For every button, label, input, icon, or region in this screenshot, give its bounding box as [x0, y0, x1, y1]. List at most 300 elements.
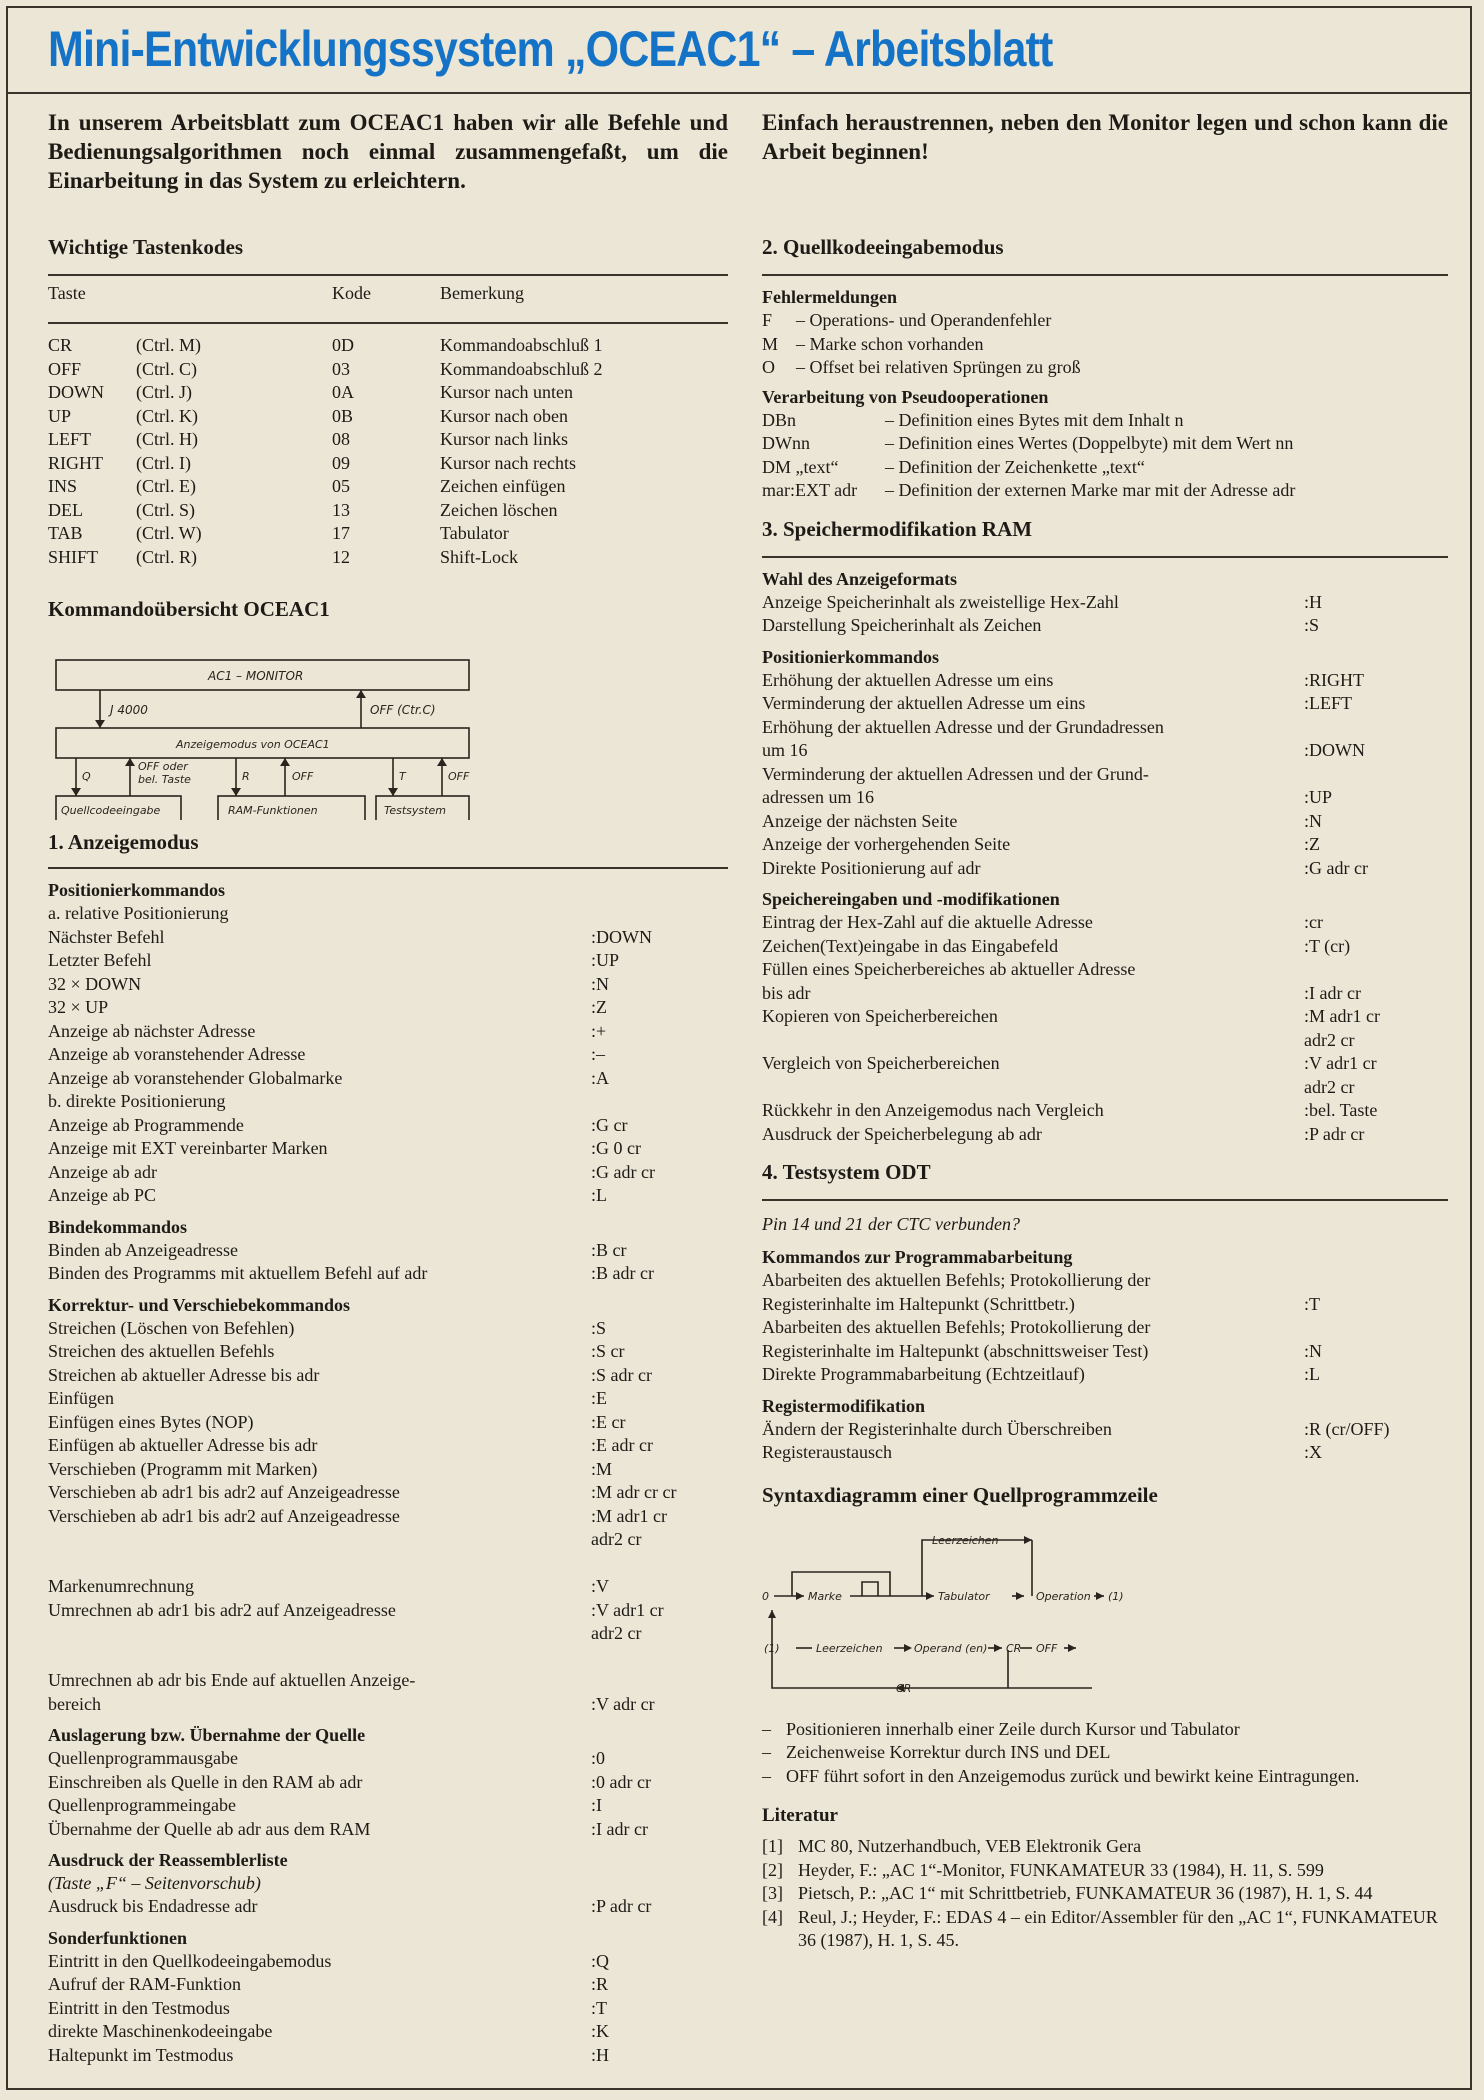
key-cell-ctrl: (Ctrl. E)	[136, 476, 196, 496]
command-row	[48, 1505, 728, 1529]
command-code: adr2 cr	[591, 1529, 642, 1549]
command-row	[48, 973, 728, 997]
table-row	[48, 358, 728, 382]
pseudo-op: DM „text“	[762, 456, 839, 477]
table-row	[48, 522, 728, 546]
command-code: :T	[591, 1997, 607, 2018]
command-description: Registerinhalte im Haltepunkt (abschnittsweiser Test)	[762, 1340, 1149, 1361]
command-row	[762, 591, 1448, 615]
command-description: Streichen ab aktueller Adresse bis adr	[48, 1364, 320, 1385]
command-code: :N	[1304, 810, 1322, 831]
command-description: Darstellung Speicherinhalt als Zeichen	[762, 615, 1042, 635]
group-title: Ausdruck der Reassemblerliste	[48, 1850, 288, 1870]
table-row	[48, 334, 728, 358]
key-cell-key: DOWN	[48, 382, 104, 402]
command-row	[762, 1316, 1448, 1340]
quellkode-heading: 2. Quellkodeeingabemodus	[762, 235, 1448, 276]
command-description: Quellenprogrammausgabe	[48, 1748, 238, 1768]
key-cell-code: 09	[332, 452, 350, 473]
fehler-title: Fehlermeldungen	[762, 287, 897, 307]
key-cell-ctrl: (Ctrl. C)	[136, 358, 197, 379]
diagram-offctrc-label: OFF (Ctr.C)	[370, 703, 436, 717]
kommandouebersicht-heading: Kommandoübersicht OCEAC1	[48, 597, 330, 621]
command-row	[48, 1340, 728, 1364]
literature-text: Pietsch, P.: „AC 1“ mit Schrittbetrieb, FUNKAMATEUR 36 (1987), H. 1, S. 44	[798, 1883, 1373, 1903]
command-code: :L	[1304, 1364, 1320, 1384]
key-cell-code: 0D	[332, 335, 354, 355]
key-cell-note: Shift-Lock	[440, 546, 518, 567]
command-row	[762, 1441, 1448, 1465]
intro-left: In unserem Arbeitsblatt zum OCEAC1 haben wir alle Befehle und Bedienungsalgorithmen noch einmal zusammengefaßt, um die Einarbeitung in das System zu erleichtern.	[48, 110, 728, 193]
command-description: Direkte Positionierung auf adr	[762, 857, 981, 878]
key-cell-code: 17	[332, 523, 350, 543]
key-cell-ctrl: (Ctrl. J)	[136, 382, 192, 402]
command-description: Aufruf der RAM-Funktion	[48, 1974, 241, 1994]
col-kode: Kode	[332, 283, 371, 303]
command-code: :V adr1 cr	[1304, 1053, 1377, 1073]
literature-item	[762, 1859, 1448, 1883]
group-title: Speichereingaben und -modifikationen	[762, 889, 1060, 909]
key-cell-note: Kursor nach links	[440, 429, 568, 449]
diagram-t-label: T	[399, 770, 406, 783]
command-row	[48, 1693, 728, 1717]
command-code: :P adr cr	[591, 1896, 652, 1916]
tastenkodes-table	[48, 274, 728, 569]
group-title: Bindekommandos	[48, 1216, 188, 1237]
worksheet-page	[6, 6, 1472, 2090]
group-title: Auslagerung bzw. Übernahme der Quelle	[48, 1725, 366, 1745]
pseudo-op: DWnn	[762, 433, 810, 453]
command-row	[762, 935, 1448, 959]
page-title: Mini-Entwicklungssystem „OCEAC1“ – Arbeitsblatt	[48, 21, 1053, 77]
command-row	[762, 1076, 1448, 1100]
diagram-test-label: Testsystem	[384, 804, 446, 817]
command-code: :N	[591, 973, 609, 994]
command-row	[762, 911, 1448, 935]
command-row	[48, 1137, 728, 1161]
command-description: Anzeige ab voranstehender Adresse	[48, 1044, 306, 1064]
command-row	[762, 692, 1448, 716]
command-code: :H	[591, 2044, 609, 2065]
command-description: Einschreiben als Quelle in den RAM ab adr	[48, 1771, 363, 1792]
command-row	[48, 1481, 728, 1505]
group-title: Registermodifikation	[762, 1395, 925, 1416]
command-row	[48, 1747, 728, 1771]
key-cell-key: DEL	[48, 499, 83, 520]
error-row	[762, 333, 1448, 357]
tastenkodes-heading: Wichtige Tastenkodes	[48, 235, 244, 259]
command-description: bereich	[48, 1693, 101, 1714]
command-code: :V	[591, 1576, 609, 1596]
command-code: :S adr cr	[591, 1364, 652, 1385]
key-cell-key: UP	[48, 405, 72, 426]
command-description: Vergleich von Speicherbereichen	[762, 1053, 1000, 1073]
command-description: Verschieben ab adr1 bis adr2 auf Anzeigeadresse	[48, 1482, 400, 1502]
command-code: :cr	[1304, 912, 1323, 932]
command-row	[48, 1646, 728, 1670]
command-row	[762, 857, 1448, 881]
pseudo-row	[762, 409, 1448, 433]
testsystem-heading: 4. Testsystem ODT	[762, 1160, 1448, 1201]
diagram-off1-label: OFF	[292, 770, 314, 783]
table-row	[48, 428, 728, 452]
key-cell-code: 03	[332, 358, 350, 379]
command-row	[762, 763, 1448, 787]
command-row	[762, 1269, 1448, 1293]
command-description: Letzter Befehl	[48, 950, 152, 970]
pseudo-text: – Definition eines Bytes mit dem Inhalt n	[885, 409, 1184, 430]
command-row	[48, 1114, 728, 1138]
error-text: – Marke schon vorhanden	[796, 333, 984, 354]
command-description: Anzeige mit EXT vereinbarter Marken	[48, 1138, 328, 1158]
literature-number: [2]	[762, 1859, 783, 1880]
syntax-cr2: CR	[896, 1681, 912, 1695]
note-item: – OFF führt sofort in den Anzeigemodus zurück und bewirkt keine Eintragungen.	[762, 1765, 1448, 1789]
command-row	[48, 2020, 728, 2044]
syntax-operand: Operand (en)	[914, 1641, 988, 1655]
syntax-operation: Operation	[1036, 1589, 1091, 1603]
pseudo-row	[762, 479, 1448, 503]
command-description: Umrechnen ab adr bis Ende auf aktuellen Anzeige-	[48, 1670, 416, 1690]
syntax-one-b: (1)	[764, 1641, 780, 1655]
diagram-offoder-label: OFF oder	[138, 760, 188, 773]
command-row	[48, 1364, 728, 1388]
diagram-ram-label: RAM-Funktionen	[228, 804, 318, 817]
key-cell-ctrl: (Ctrl. R)	[136, 546, 197, 567]
group-title: Wahl des Anzeigeformats	[762, 568, 957, 589]
table-row	[48, 546, 728, 570]
key-cell-key: TAB	[48, 523, 83, 543]
diagram-anzeigemodus-label: Anzeigemodus von OCEAC1	[176, 738, 330, 751]
key-cell-code: 13	[332, 499, 350, 520]
command-code: :I adr cr	[1304, 982, 1361, 1003]
command-code: :G 0 cr	[591, 1138, 641, 1158]
key-cell-key: RIGHT	[48, 452, 103, 473]
pseudo-text: – Definition der Zeichenkette „text“	[885, 456, 1145, 477]
title-bar	[8, 8, 1470, 94]
group-title: Kommandos zur Programmabarbeitung	[762, 1247, 1073, 1267]
command-code: :X	[1304, 1442, 1322, 1462]
pseudo-text: – Definition der externen Marke mar mit der Adresse adr	[885, 480, 1296, 500]
command-description: Zeichen(Text)eingabe in das Eingabefeld	[762, 935, 1059, 956]
command-code: :B cr	[591, 1239, 627, 1260]
command-code: :0	[591, 1748, 606, 1768]
command-description: Quellenprogrammeingabe	[48, 1795, 236, 1815]
group-title: Positionierkommandos	[762, 646, 940, 667]
command-description: Haltepunkt im Testmodus	[48, 2044, 234, 2065]
command-description: Anzeige ab adr	[48, 1161, 157, 1182]
error-row	[762, 356, 1448, 380]
command-row	[48, 926, 728, 950]
command-code: :T	[1304, 1293, 1320, 1314]
table-row	[48, 405, 728, 429]
command-description: Anzeige ab Programmende	[48, 1114, 244, 1135]
command-description: Anzeige der vorhergehenden Seite	[762, 834, 1011, 854]
command-row	[762, 1052, 1448, 1076]
pseudo-op: mar:EXT adr	[762, 480, 858, 500]
command-code: :A	[591, 1067, 609, 1088]
command-code: :R	[591, 1974, 609, 1994]
pseudo-text: – Definition eines Wertes (Doppelbyte) mit dem Wert nn	[885, 433, 1294, 453]
command-row	[48, 1090, 728, 1114]
key-cell-ctrl: (Ctrl. W)	[136, 523, 202, 543]
key-cell-code: 12	[332, 546, 350, 567]
command-description: Übernahme der Quelle ab adr aus dem RAM	[48, 1818, 371, 1839]
command-row	[762, 1005, 1448, 1029]
command-description: Einfügen	[48, 1388, 114, 1408]
command-row	[48, 1771, 728, 1795]
key-cell-note: Zeichen einfügen	[440, 476, 566, 496]
table-header	[48, 282, 728, 324]
command-description: Abarbeiten des aktuellen Befehls; Protokollierung der	[762, 1270, 1151, 1290]
command-row	[762, 614, 1448, 638]
diagram-r-label: R	[242, 770, 250, 783]
command-code: :Z	[1304, 834, 1320, 854]
command-description: Ändern der Registerinhalte durch Überschreiben	[762, 1418, 1112, 1439]
command-code: adr2 cr	[1304, 1029, 1355, 1050]
error-code: O	[762, 357, 775, 377]
command-row	[48, 1239, 728, 1263]
command-code: :M adr1 cr	[591, 1505, 667, 1526]
left-column	[48, 108, 728, 2067]
command-code: :G adr cr	[591, 1161, 655, 1182]
command-code: :DOWN	[591, 926, 652, 947]
table-row	[48, 475, 728, 499]
command-code: :P adr cr	[1304, 1123, 1365, 1144]
command-row	[762, 1293, 1448, 1317]
command-row	[48, 949, 728, 973]
command-code: :S cr	[591, 1341, 625, 1361]
command-code: :+	[591, 1020, 607, 1041]
command-description: Verschieben ab adr1 bis adr2 auf Anzeigeadresse	[48, 1505, 400, 1526]
command-row	[762, 1123, 1448, 1147]
command-description: Ausdruck der Speicherbelegung ab adr	[762, 1123, 1042, 1144]
command-row	[48, 1161, 728, 1185]
syntax-cr1: CR	[1006, 1641, 1022, 1655]
command-row	[48, 1950, 728, 1974]
command-description: Anzeige ab voranstehender Globalmarke	[48, 1067, 343, 1088]
command-code: :I	[591, 1795, 602, 1815]
testsystem-content	[762, 1246, 1448, 1465]
command-description: um 16	[762, 740, 808, 760]
key-cell-key: LEFT	[48, 429, 91, 449]
command-row	[762, 958, 1448, 982]
key-cell-note: Kursor nach rechts	[440, 452, 576, 473]
command-description: Streichen des aktuellen Befehls	[48, 1341, 275, 1361]
command-code: :G cr	[591, 1114, 628, 1135]
command-description: Kopieren von Speicherbereichen	[762, 1006, 998, 1026]
key-cell-note: Kommandoabschluß 2	[440, 358, 603, 379]
pseudo-row	[762, 456, 1448, 480]
command-description: Erhöhung der aktuellen Adresse um eins	[762, 669, 1054, 690]
error-code: F	[762, 310, 773, 330]
syntax-diagram	[762, 1530, 1142, 1700]
command-code: :L	[591, 1185, 607, 1205]
command-row	[48, 1262, 728, 1286]
table-row	[48, 452, 728, 476]
command-row	[48, 1552, 728, 1576]
command-description: Anzeige ab nächster Adresse	[48, 1020, 256, 1041]
command-row	[48, 1794, 728, 1818]
command-code: :M	[591, 1458, 613, 1479]
command-row	[762, 810, 1448, 834]
command-description: Eintritt in den Quellkodeeingabemodus	[48, 1950, 332, 1971]
key-cell-key: OFF	[48, 358, 82, 379]
command-row	[48, 1020, 728, 1044]
command-row	[48, 1575, 728, 1599]
command-description: Binden ab Anzeigeadresse	[48, 1239, 238, 1260]
key-cell-key: SHIFT	[48, 546, 99, 567]
command-description: Nächster Befehl	[48, 926, 165, 947]
command-row	[48, 1669, 728, 1693]
literature-item	[762, 1906, 1448, 1953]
command-code: :Q	[591, 1950, 609, 1971]
command-code: :Z	[591, 997, 607, 1017]
literatur-list	[762, 1835, 1448, 1953]
command-row	[762, 786, 1448, 810]
error-row	[762, 309, 1448, 333]
command-code: :N	[1304, 1340, 1322, 1361]
command-row	[762, 739, 1448, 763]
command-description: Einfügen eines Bytes (NOP)	[48, 1411, 254, 1432]
command-code: :V adr cr	[591, 1693, 655, 1714]
command-code: :E	[591, 1388, 607, 1408]
key-cell-note: Kursor nach unten	[440, 382, 573, 402]
command-code: :M adr1 cr	[1304, 1006, 1380, 1026]
error-text: – Operations- und Operandenfehler	[796, 310, 1052, 330]
literature-item	[762, 1835, 1448, 1859]
command-description: a. relative Positionierung	[48, 903, 229, 923]
anzeigemodus-content	[48, 879, 728, 2067]
command-row	[762, 833, 1448, 857]
command-row	[48, 1997, 728, 2021]
literature-text: MC 80, Nutzerhandbuch, VEB Elektronik Gera	[798, 1836, 1142, 1856]
literature-text: Heyder, F.: „AC 1“-Monitor, FUNKAMATEUR 33 (1984), H. 11, S. 599	[798, 1859, 1324, 1880]
command-row	[48, 902, 728, 926]
command-code: :H	[1304, 591, 1322, 612]
key-cell-note: Kommandoabschluß 1	[440, 335, 603, 355]
group-title: Sonderfunktionen	[48, 1927, 188, 1948]
key-cell-ctrl: (Ctrl. M)	[136, 335, 201, 355]
command-description: Registeraustausch	[762, 1442, 892, 1462]
command-row	[762, 1099, 1448, 1123]
command-description: b. direkte Positionierung	[48, 1091, 226, 1111]
group-subtitle: (Taste „F“ – Seitenvorschub)	[48, 1873, 261, 1893]
command-row	[762, 1340, 1448, 1364]
literatur-heading: Literatur	[762, 1805, 838, 1826]
right-column	[762, 108, 1448, 1953]
pseudo-op: DBn	[762, 409, 797, 430]
literature-number: [4]	[762, 1906, 783, 1927]
command-description: Anzeige der nächsten Seite	[762, 810, 958, 831]
command-row	[762, 1029, 1448, 1053]
diagram-q-label: Q	[82, 770, 91, 783]
syntax-leerzeichen: Leerzeichen	[816, 1641, 883, 1655]
command-description: adressen um 16	[762, 787, 874, 807]
command-code: :–	[591, 1044, 606, 1064]
pseudo-title: Verarbeitung von Pseudooperationen	[762, 386, 1049, 407]
diagram-quellcode-label: Quellcodeeingabe	[61, 804, 161, 817]
command-row	[48, 1818, 728, 1842]
pseudo-row	[762, 432, 1448, 456]
command-row	[48, 1411, 728, 1435]
command-code: :K	[591, 2021, 609, 2041]
command-code: :0 adr cr	[591, 1771, 651, 1792]
literature-number: [1]	[762, 1836, 783, 1856]
syntax-leerzeichen-top: Leerzeichen	[932, 1533, 999, 1547]
command-description: Binden des Programms mit aktuellem Befehl auf adr	[48, 1263, 428, 1283]
syntax-zero: 0	[762, 1589, 769, 1603]
command-description: direkte Maschinenkodeeingabe	[48, 2021, 273, 2041]
command-description: bis adr	[762, 982, 811, 1003]
command-code: adr2 cr	[1304, 1076, 1355, 1097]
table-row	[48, 381, 728, 405]
command-row	[48, 1434, 728, 1458]
command-row	[48, 996, 728, 1020]
command-code: :T (cr)	[1304, 935, 1351, 956]
literature-text: Reul, J.; Heyder, F.: EDAS 4 – ein Editor/Assembler für den „AC 1“, FUNKAMATEUR 36 (1987), H. 1, S. 45.	[798, 1906, 1438, 1950]
group-title: Korrektur- und Verschiebekommandos	[48, 1294, 351, 1315]
command-row	[48, 1973, 728, 1997]
command-description: Anzeige Speicherinhalt als zweistellige Hex-Zahl	[762, 591, 1119, 612]
key-cell-key: CR	[48, 335, 73, 355]
command-description: 32 × UP	[48, 997, 109, 1017]
command-row	[48, 1387, 728, 1411]
command-code: :E adr cr	[591, 1435, 653, 1455]
command-description: Füllen eines Speicherbereiches ab aktueller Adresse	[762, 959, 1136, 979]
testsystem-note: Pin 14 und 21 der CTC verbunden?	[762, 1214, 1020, 1234]
command-row	[48, 1599, 728, 1623]
command-description: Markenumrechnung	[48, 1576, 194, 1596]
command-code: :V adr1 cr	[591, 1599, 664, 1620]
key-cell-code: 05	[332, 476, 350, 496]
command-description: Verminderung der aktuellen Adresse um eins	[762, 693, 1086, 713]
command-description: Eintritt in den Testmodus	[48, 1997, 230, 2018]
diagram-monitor-label: AC1 – MONITOR	[208, 669, 304, 683]
key-cell-note: Kursor nach oben	[440, 405, 568, 426]
command-code: adr2 cr	[591, 1623, 642, 1643]
command-description: Verminderung der aktuellen Adressen und der Grund-	[762, 763, 1149, 784]
syntax-heading: Syntaxdiagramm einer Quellprogrammzeile	[762, 1482, 1158, 1507]
command-code: :S	[591, 1317, 607, 1338]
key-cell-key: INS	[48, 476, 78, 496]
command-code: :UP	[591, 950, 620, 970]
command-row	[48, 1895, 728, 1919]
speicher-content	[762, 568, 1448, 1147]
key-cell-ctrl: (Ctrl. S)	[136, 499, 196, 520]
command-description: Erhöhung der aktuellen Adresse und der Grundadressen	[762, 716, 1164, 737]
command-code: :LEFT	[1304, 693, 1352, 713]
key-cell-ctrl: (Ctrl. H)	[136, 429, 198, 449]
command-row	[762, 1363, 1448, 1387]
command-row	[762, 669, 1448, 693]
command-row	[48, 1622, 728, 1646]
command-description: Umrechnen ab adr1 bis adr2 auf Anzeigeadresse	[48, 1599, 396, 1620]
key-cell-ctrl: (Ctrl. I)	[136, 452, 191, 473]
command-row	[48, 2044, 728, 2068]
col-taste: Taste	[48, 283, 86, 303]
diagram-j4000-label: J 4000	[110, 703, 148, 717]
command-description: Anzeige ab PC	[48, 1185, 156, 1205]
syntax-off: OFF	[1036, 1641, 1058, 1655]
command-description: Rückkehr in den Anzeigemodus nach Vergleich	[762, 1100, 1104, 1120]
command-description: Registerinhalte im Haltepunkt (Schrittbetr.)	[762, 1293, 1075, 1314]
command-code: :I adr cr	[591, 1818, 648, 1839]
command-description: Eintrag der Hex-Zahl auf die aktuelle Adresse	[762, 912, 1093, 932]
intro-right: Einfach heraustrennen, neben den Monitor legen und schon kann die Arbeit beginnen!	[762, 110, 1448, 164]
command-row	[762, 1418, 1448, 1442]
note-item: – Positionieren innerhalb einer Zeile durch Kursor und Tabulator	[762, 1718, 1448, 1742]
